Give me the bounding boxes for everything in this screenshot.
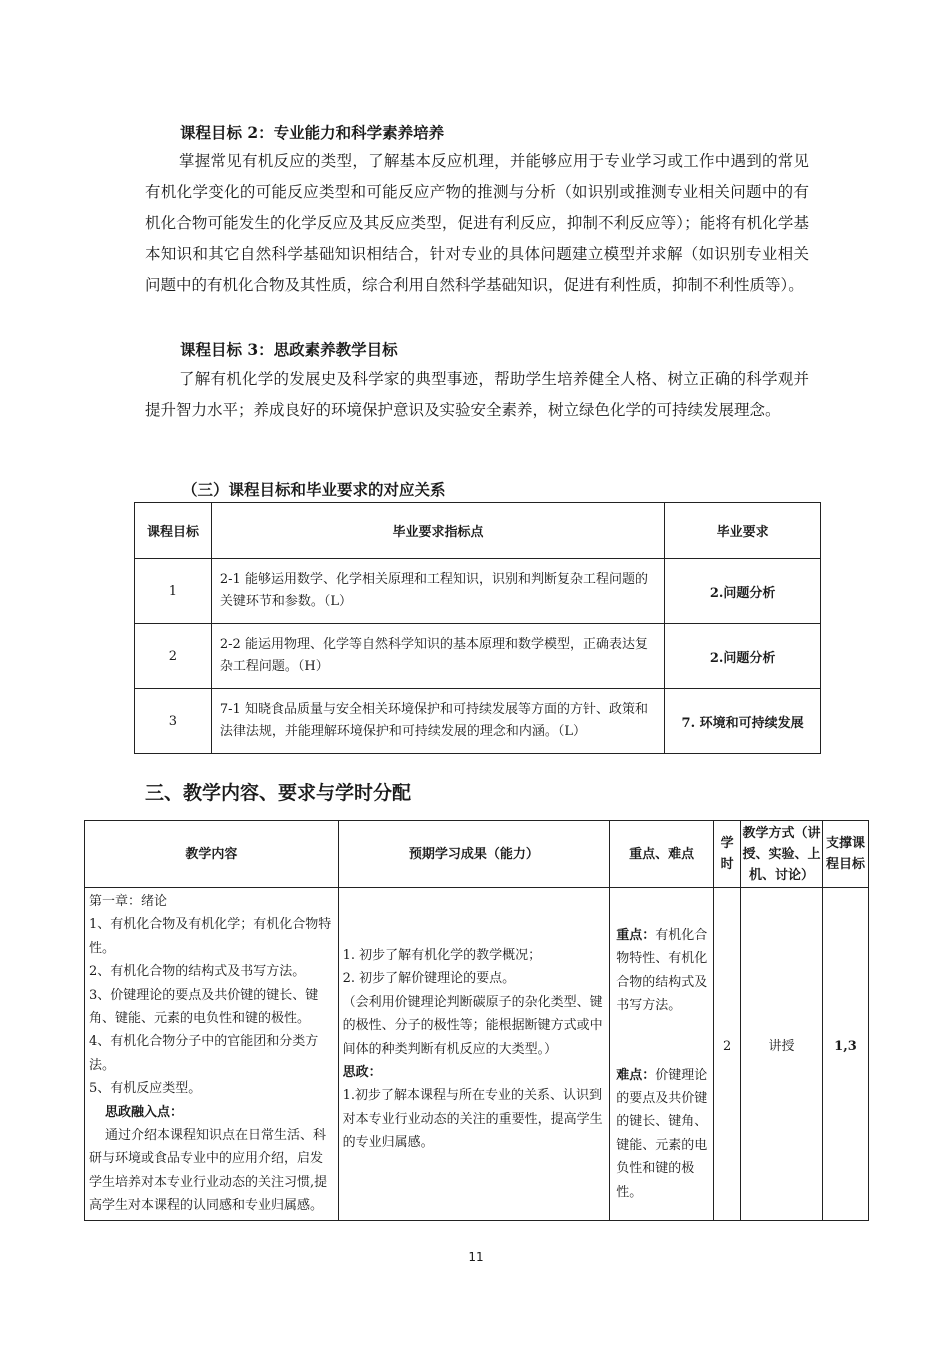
hours-cell: 2 (714, 888, 741, 1221)
difficult-point (616, 1064, 709, 1204)
table-row (85, 888, 869, 1221)
difficult-label: 难点： (616, 1067, 656, 1083)
table-row (135, 624, 821, 689)
mapping-requirement-cell: 2.问题分析 (665, 559, 821, 624)
goal3-paragraph (145, 364, 809, 426)
table-row (135, 559, 821, 624)
mapping-indicator-cell: 2-2 能运用物理、化学等自然科学知识的基本原理和数学模型，正确表达复杂工程问题。（H） (211, 624, 664, 689)
teaching-content-table (84, 820, 869, 1221)
outcome-line: 2. 初步了解价键理论的要点。 (342, 971, 516, 987)
outcome-ideology-text: 1.初步了解本课程与所在专业的关系、认识到对本专业行业动态的关注的重要性，提高学生的专业归属感。 (342, 1088, 603, 1151)
goal3-text: 了解有机化学的发展史及科学家的典型事迹，帮助学生培养健全人格、树立正确的科学观并提升智力水平；养成良好的环境保护意识及实验安全素养，树立绿色化学的可持续发展理念。 (145, 370, 809, 419)
mapping-goal-cell: 2 (135, 624, 212, 689)
mapping-indicator-cell: 2-1 能够运用数学、化学相关原理和工程知识，识别和判断复杂工程问题的关键环节和参数。（L） (211, 559, 664, 624)
header-hours: 学时 (714, 821, 741, 888)
header-content: 教学内容 (85, 821, 339, 888)
content-line: 1、有机化合物及有机化学；有机化合物特性。 (89, 917, 332, 956)
mapping-header-requirement: 毕业要求 (665, 503, 821, 559)
key-points-cell (610, 888, 714, 1221)
content-line: 第一章：绪论 (89, 894, 168, 909)
goal-cell: 1,3 (822, 888, 868, 1221)
header-outcome: 预期学习成果（能力） (338, 821, 610, 888)
goal2-heading: 课程目标 2：专业能力和科学素养培养 (180, 123, 445, 142)
page-number: 11 (468, 1250, 484, 1264)
difficult-text: 价键理论的要点及共价键的键长、键角、键能、元素的电负性和键的极性。 (616, 1067, 708, 1200)
mapping-goal-cell: 1 (135, 559, 212, 624)
goal2-text: 掌握常见有机反应的类型，了解基本反应机理，并能够应用于专业学习或工作中遇到的常见有机化学变化的可能反应类型和可能反应产物的推测与分析（如识别或推测专业相关问题中的有机化合物可能发生的化学反应及其反应类型，促进有利反应，抑制不利反应等）；能将有机化学基本知识和其它自然科学基础知识相结合，针对专业的具体问题建立模型并求解（如识别专业相关问题中的有机化合物及其性质，综合利用自然科学基础知识，促进有利性质，抑制不利性质等）。 (145, 152, 809, 294)
mapping-header-goal: 课程目标 (135, 503, 212, 559)
table-row (135, 689, 821, 754)
outcome-ideology-label: 思政： (342, 1065, 382, 1081)
content-line: 2、有机化合物的结构式及书写方法。 (89, 964, 306, 980)
spacer (616, 1018, 709, 1064)
content-line: 3、价键理论的要点及共价键的键长、键角、键能、元素的电负性和键的极性。 (89, 987, 319, 1027)
mapping-requirement-cell: 7. 环境和可持续发展 (665, 689, 821, 754)
key-label: 重点： (616, 928, 656, 943)
goal3-heading: 课程目标 3：思政素养教学目标 (180, 340, 398, 359)
outcome-line: （会利用价键理论判断碳原子的杂化类型、键的极性、分子的极性等；能根据断键方式或中间体的种类判断有机反应的大类型。） (342, 994, 603, 1057)
goal2-paragraph (145, 146, 809, 301)
mapping-requirement-cell: 2.问题分析 (665, 624, 821, 689)
section3-heading: 三、教学内容、要求与学时分配 (145, 782, 412, 804)
outcome-cell (338, 888, 610, 1221)
mapping-goal-cell: 3 (135, 689, 212, 754)
ideology-label: 思政融入点： (105, 1104, 184, 1120)
outcome-line: 1. 初步了解有机化学的教学概况； (342, 948, 542, 963)
content-line: 4、有机化合物分子中的官能团和分类方法。 (89, 1034, 319, 1073)
mapping-table (134, 502, 821, 754)
mapping-header-row (135, 503, 821, 559)
content-cell (85, 888, 339, 1221)
method-cell: 讲授 (741, 888, 823, 1221)
content-line: 5、有机反应类型。 (89, 1081, 202, 1097)
header-method: 教学方式（讲授、实验、上机、讨论） (741, 821, 823, 888)
mapping-heading: （三）课程目标和毕业要求的对应关系 (182, 480, 446, 499)
mapping-indicator-cell: 7-1 知晓食品质量与安全相关环境保护和可持续发展等方面的方针、政策和法律法规，并能理解环境保护和可持续发展的理念和内涵。（L） (211, 689, 664, 754)
header-key-points: 重点、难点 (610, 821, 714, 888)
mapping-header-indicator: 毕业要求指标点 (211, 503, 664, 559)
key-point (616, 924, 709, 1018)
key-text: 有机化合物特性、有机化合物的结构式及书写方法。 (616, 928, 708, 1014)
header-goal: 支撑课程目标 (822, 821, 868, 888)
ideology-text: 通过介绍本课程知识点在日常生活、科研与环境或食品专业中的应用介绍，启发学生培养对本专业行业动态的关注习惯,提高学生对本课程的认同感和专业归属感。 (89, 1128, 328, 1214)
teaching-header-row (85, 821, 869, 888)
